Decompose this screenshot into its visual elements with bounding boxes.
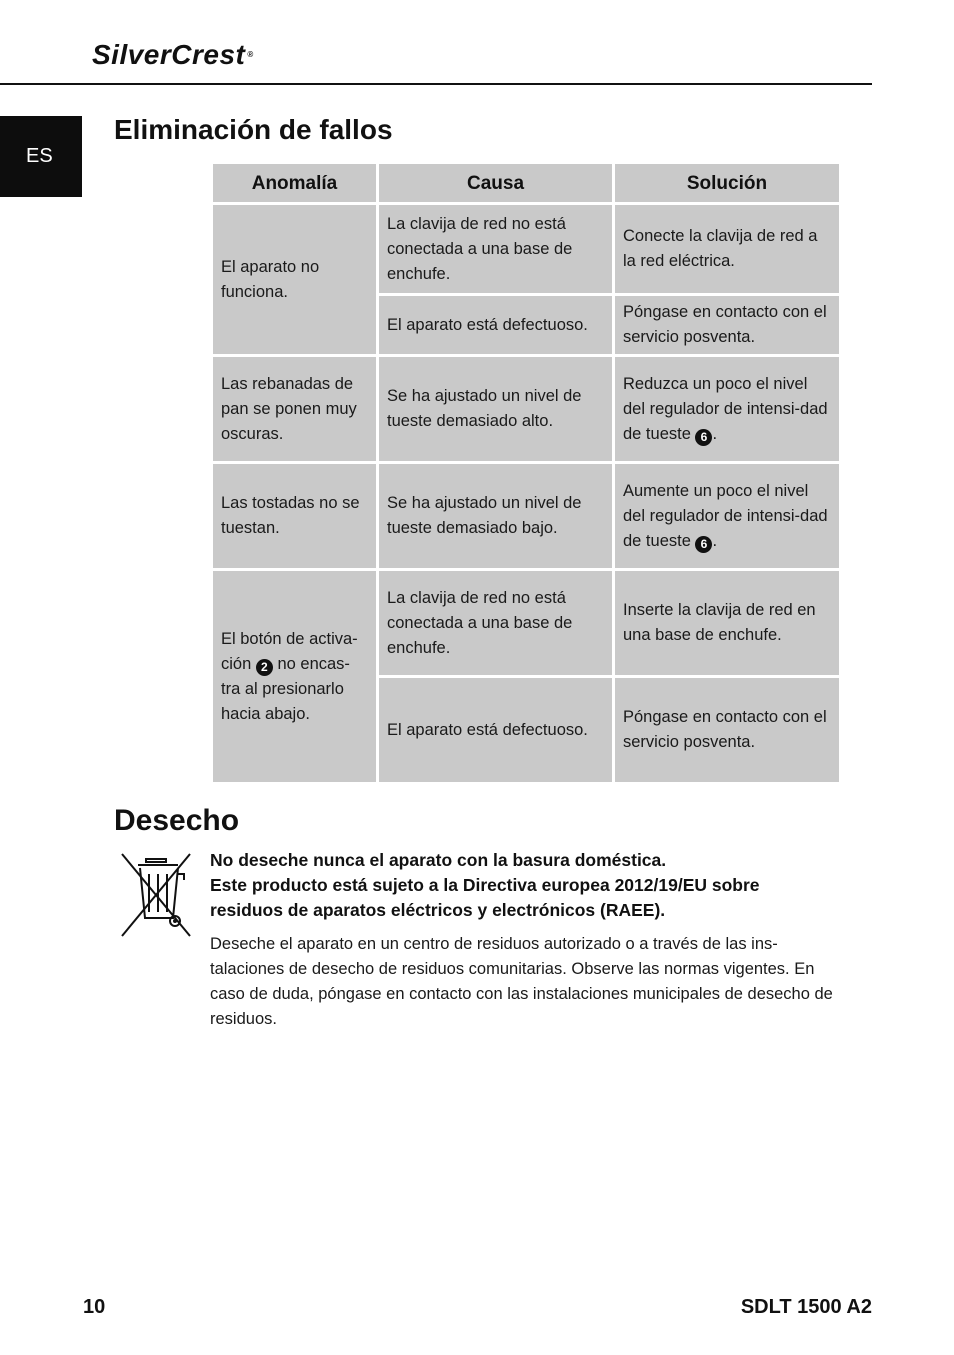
disposal-body (210, 932, 835, 1032)
language-tab: ES (0, 116, 82, 197)
disposal-title: Desecho (114, 804, 240, 837)
model-number: SDLT 1500 A2 (740, 1296, 872, 1318)
troubleshooting-title: Eliminación de fallos (114, 114, 393, 145)
solution-cell: Póngase en contacto con el servicio posventa. (614, 677, 841, 784)
solution-text: Aumente un poco el nivel del regulador de intensi-dad de tueste (623, 481, 828, 550)
anomaly-cell (212, 570, 378, 784)
registered-mark: ® (247, 50, 254, 59)
disposal-directive-line: Este producto está sujeto a la Directiva europea 2012/19/EU sobre residuos de aparatos eléctricos y electrónicos (RAEE). (210, 875, 760, 920)
part-number-badge: 6 (695, 536, 712, 553)
solution-cell (614, 463, 841, 570)
table-row (212, 570, 841, 677)
table-row (212, 204, 841, 295)
crossed-out-wheelie-bin-icon (120, 852, 192, 940)
table-row (212, 356, 841, 463)
disposal-warning-line: No deseche nunca el aparato con la basura doméstica. (210, 850, 667, 870)
cause-cell: El aparato está defectuoso. (378, 295, 614, 356)
solution-cell: Conecte la clavija de red a la red eléctrica. (614, 204, 841, 295)
cause-cell: El aparato está defectuoso. (378, 677, 614, 784)
brand-name: SilverCrest (92, 39, 246, 70)
anomaly-end: no encas-tra al presionarlo hacia abajo. (221, 654, 350, 723)
solution-cell (614, 356, 841, 463)
anomaly-cell: Las tostadas no se tuestan. (212, 463, 378, 570)
table-header-row (212, 163, 841, 204)
cause-cell: La clavija de red no está conectada a una base de enchufe. (378, 570, 614, 677)
header-solution: Solución (614, 163, 841, 204)
header-rule (0, 83, 872, 85)
cause-cell: La clavija de red no está conectada a una base de enchufe. (378, 204, 614, 295)
brand-logo (92, 38, 254, 72)
anomaly-cell: Las rebanadas de pan se ponen muy oscuras. (212, 356, 378, 463)
header-cause: Causa (378, 163, 614, 204)
part-number-badge: 2 (256, 659, 273, 676)
page-number: 10 (83, 1296, 106, 1318)
solution-cell: Inserte la clavija de red en una base de enchufe. (614, 570, 841, 677)
solution-cell: Póngase en contacto con el servicio posventa. (614, 295, 841, 356)
anomaly-cell: El aparato no funciona. (212, 204, 378, 356)
solution-end: . (712, 531, 718, 550)
part-number-badge: 6 (695, 429, 712, 446)
disposal-body-text: Deseche el aparato en un centro de residuos autorizado o a través de las ins-talaciones de desecho de residuos comunitarias. Observe las normas vigentes. En caso de duda, póngase en contacto con las instalaciones municipales de desecho de residuos. (210, 935, 833, 1028)
table-row (212, 463, 841, 570)
cause-cell: Se ha ajustado un nivel de tueste demasiado bajo. (378, 463, 614, 570)
solution-text: Reduzca un poco el nivel del regulador de intensi-dad de tueste (623, 374, 828, 443)
solution-end: . (712, 424, 718, 443)
troubleshooting-table (210, 161, 842, 785)
header-anomaly: Anomalía (212, 163, 378, 204)
disposal-warning (210, 848, 835, 923)
anomaly-text: El botón de activa-ción (221, 629, 358, 673)
cause-cell: Se ha ajustado un nivel de tueste demasiado alto. (378, 356, 614, 463)
